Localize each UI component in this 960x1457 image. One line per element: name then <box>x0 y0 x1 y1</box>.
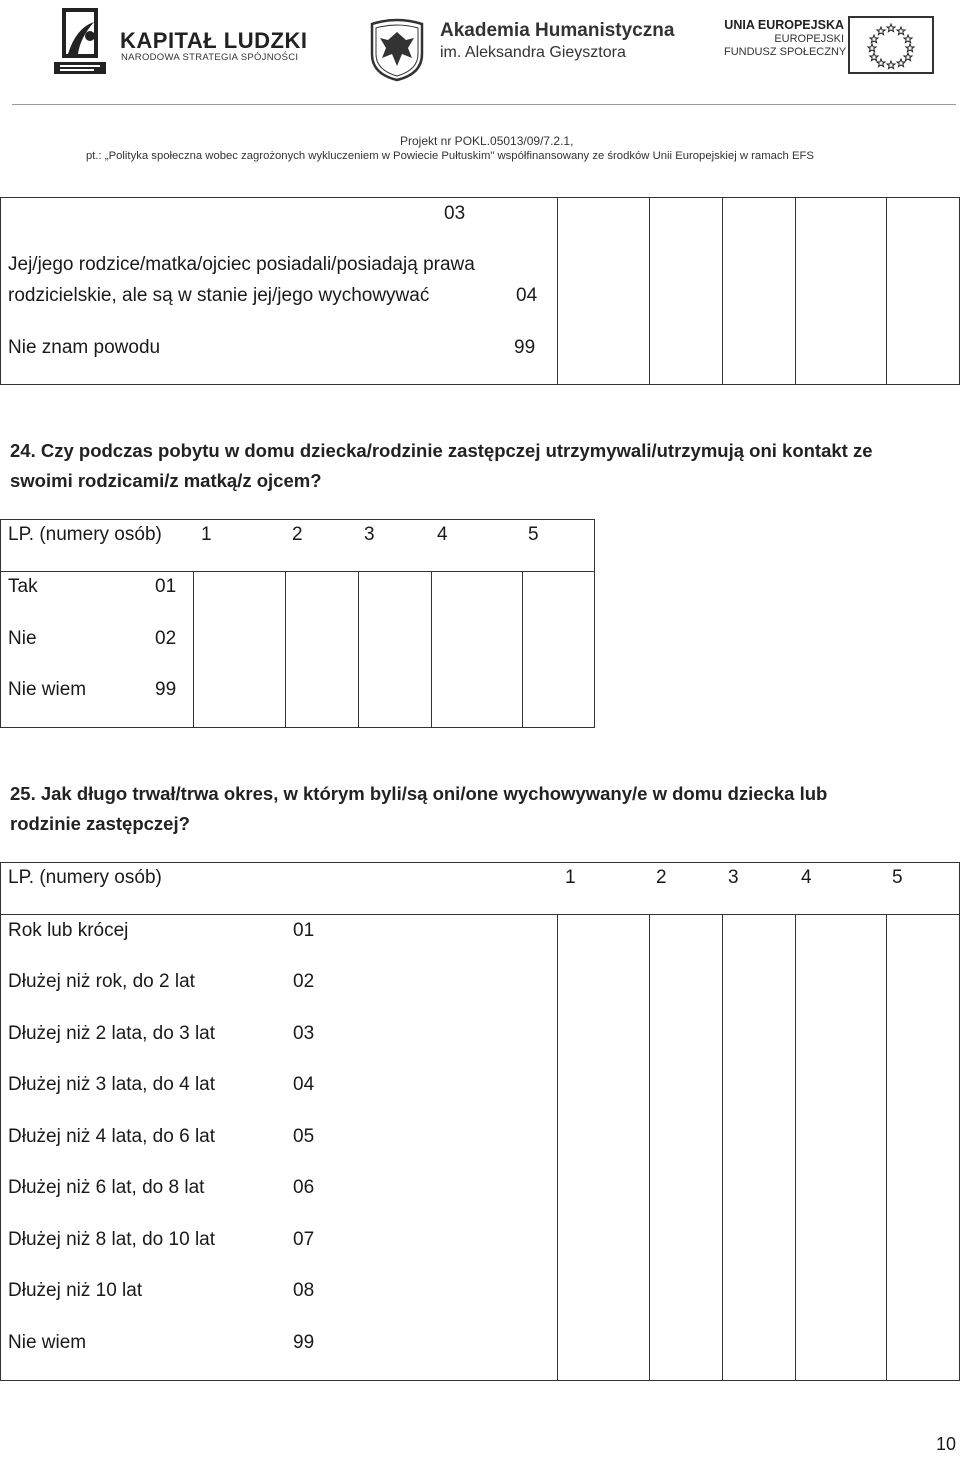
q25-option-code: 02 <box>293 971 315 992</box>
question-25-line1: 25. Jak długo trwał/trwa okres, w którym byli/są oni/one wychowywany/e w domu dziecka lub <box>10 783 828 804</box>
q25-col-divider <box>649 914 650 1381</box>
q25-option-code: 03 <box>293 1023 315 1044</box>
prev-col-divider <box>649 197 650 385</box>
q25-option-code: 04 <box>293 1074 315 1095</box>
q25-option-code: 05 <box>293 1126 315 1147</box>
question-24-line2: swoimi rodzicami/z matką/z ojcem? <box>10 470 322 491</box>
prev-col-divider <box>886 197 887 385</box>
eu-label-line3: FUNDUSZ SPOŁECZNY <box>724 46 847 58</box>
q24-header-divider <box>0 571 595 572</box>
question-25-table <box>0 862 960 1381</box>
q25-option-label: Dłużej niż 2 lata, do 3 lat <box>8 1023 216 1044</box>
q24-header-label: LP. (numery osób) <box>8 524 162 545</box>
q24-col-divider <box>193 571 194 728</box>
prev-row-label: rodzicielskie, ale są w stanie jej/jego wychowywać <box>8 285 430 306</box>
q24-option-label: Nie <box>8 628 37 649</box>
q25-option-label: Dłużej niż 3 lata, do 4 lat <box>8 1074 216 1095</box>
prev-code-04: 04 <box>516 285 538 306</box>
academy-crest-icon <box>366 16 428 82</box>
kapital-ludzki-title: KAPITAŁ LUDZKI <box>120 28 308 53</box>
q25-option-code: 99 <box>293 1332 315 1353</box>
academy-subtitle: im. Aleksandra Gieysztora <box>440 44 626 61</box>
question-25-text <box>10 781 827 837</box>
q24-person-2: 2 <box>292 524 303 545</box>
document-header <box>0 0 960 170</box>
q25-option-code: 01 <box>293 920 315 941</box>
project-number: Projekt nr POKL.05013/09/7.2.1, <box>400 134 574 148</box>
eu-label-line2: EUROPEJSKI <box>774 33 844 45</box>
eu-fund-label <box>724 18 847 58</box>
q25-option-label: Dłużej niż 4 lata, do 6 lat <box>8 1126 216 1147</box>
q25-person-2: 2 <box>656 867 667 888</box>
q25-option-label: Dłużej niż 6 lat, do 8 lat <box>8 1177 205 1198</box>
q25-header-label: LP. (numery osób) <box>8 867 162 888</box>
q25-option-label: Nie wiem <box>8 1332 87 1353</box>
q24-person-1: 1 <box>201 524 212 545</box>
q25-person-3: 3 <box>728 867 739 888</box>
question-25-line2: rodzinie zastępczej? <box>10 813 190 834</box>
prev-row-label: Nie znam powodu <box>8 337 161 358</box>
q25-person-1: 1 <box>565 867 576 888</box>
q25-option-label: Rok lub krócej <box>8 920 129 941</box>
q24-col-divider <box>522 571 523 728</box>
q24-option-code: 01 <box>155 576 177 597</box>
header-divider <box>12 104 956 105</box>
q24-person-5: 5 <box>528 524 539 545</box>
eu-flag-icon <box>848 16 934 74</box>
q24-col-divider <box>431 571 432 728</box>
kapital-ludzki-logo-icon <box>50 8 110 78</box>
prev-code-03: 03 <box>444 203 466 224</box>
q24-person-4: 4 <box>437 524 448 545</box>
q24-option-code: 99 <box>155 679 177 700</box>
academy-title: Akademia Humanistyczna <box>440 20 675 41</box>
q24-col-divider <box>285 571 286 728</box>
prev-col-divider <box>795 197 796 385</box>
q24-option-code: 02 <box>155 628 177 649</box>
prev-code-99: 99 <box>514 337 536 358</box>
eu-label-line1: UNIA EUROPEJSKA <box>724 18 844 32</box>
q25-person-5: 5 <box>892 867 903 888</box>
q25-col-divider <box>795 914 796 1381</box>
q25-option-label: Dłużej niż rok, do 2 lat <box>8 971 195 992</box>
q25-col-divider <box>722 914 723 1381</box>
q25-col-divider <box>557 914 558 1381</box>
q24-option-label: Tak <box>8 576 38 597</box>
q25-person-4: 4 <box>801 867 812 888</box>
q25-option-label: Dłużej niż 10 lat <box>8 1280 143 1301</box>
project-title: pt.: „Polityka społeczna wobec zagrożonych wykluczeniem w Powiecie Pułtuskim" współfinansowany ze środków Unii Europejskiej w ramach EFS <box>86 150 814 162</box>
question-24-line1: 24. Czy podczas pobytu w domu dziecka/rodzinie zastępczej utrzymywali/utrzymują oni kontakt ze <box>10 440 873 461</box>
prev-row-label: Jej/jego rodzice/matka/ojciec posiadali/posiadają prawa <box>8 254 475 275</box>
q24-option-label: Nie wiem <box>8 679 87 700</box>
q25-col-divider <box>886 914 887 1381</box>
q25-option-code: 06 <box>293 1177 315 1198</box>
kapital-ludzki-subtitle: NARODOWA STRATEGIA SPÓJNOŚCI <box>121 52 299 63</box>
prev-col-divider <box>557 197 558 385</box>
q24-col-divider <box>358 571 359 728</box>
q25-header-divider <box>0 914 960 915</box>
page-number: 10 <box>935 1434 956 1454</box>
q24-person-3: 3 <box>364 524 375 545</box>
q25-option-code: 07 <box>293 1229 315 1250</box>
q25-option-label: Dłużej niż 8 lat, do 10 lat <box>8 1229 216 1250</box>
question-24-text <box>10 438 873 494</box>
question-24-table <box>0 519 595 728</box>
prev-col-divider <box>722 197 723 385</box>
q25-option-code: 08 <box>293 1280 315 1301</box>
